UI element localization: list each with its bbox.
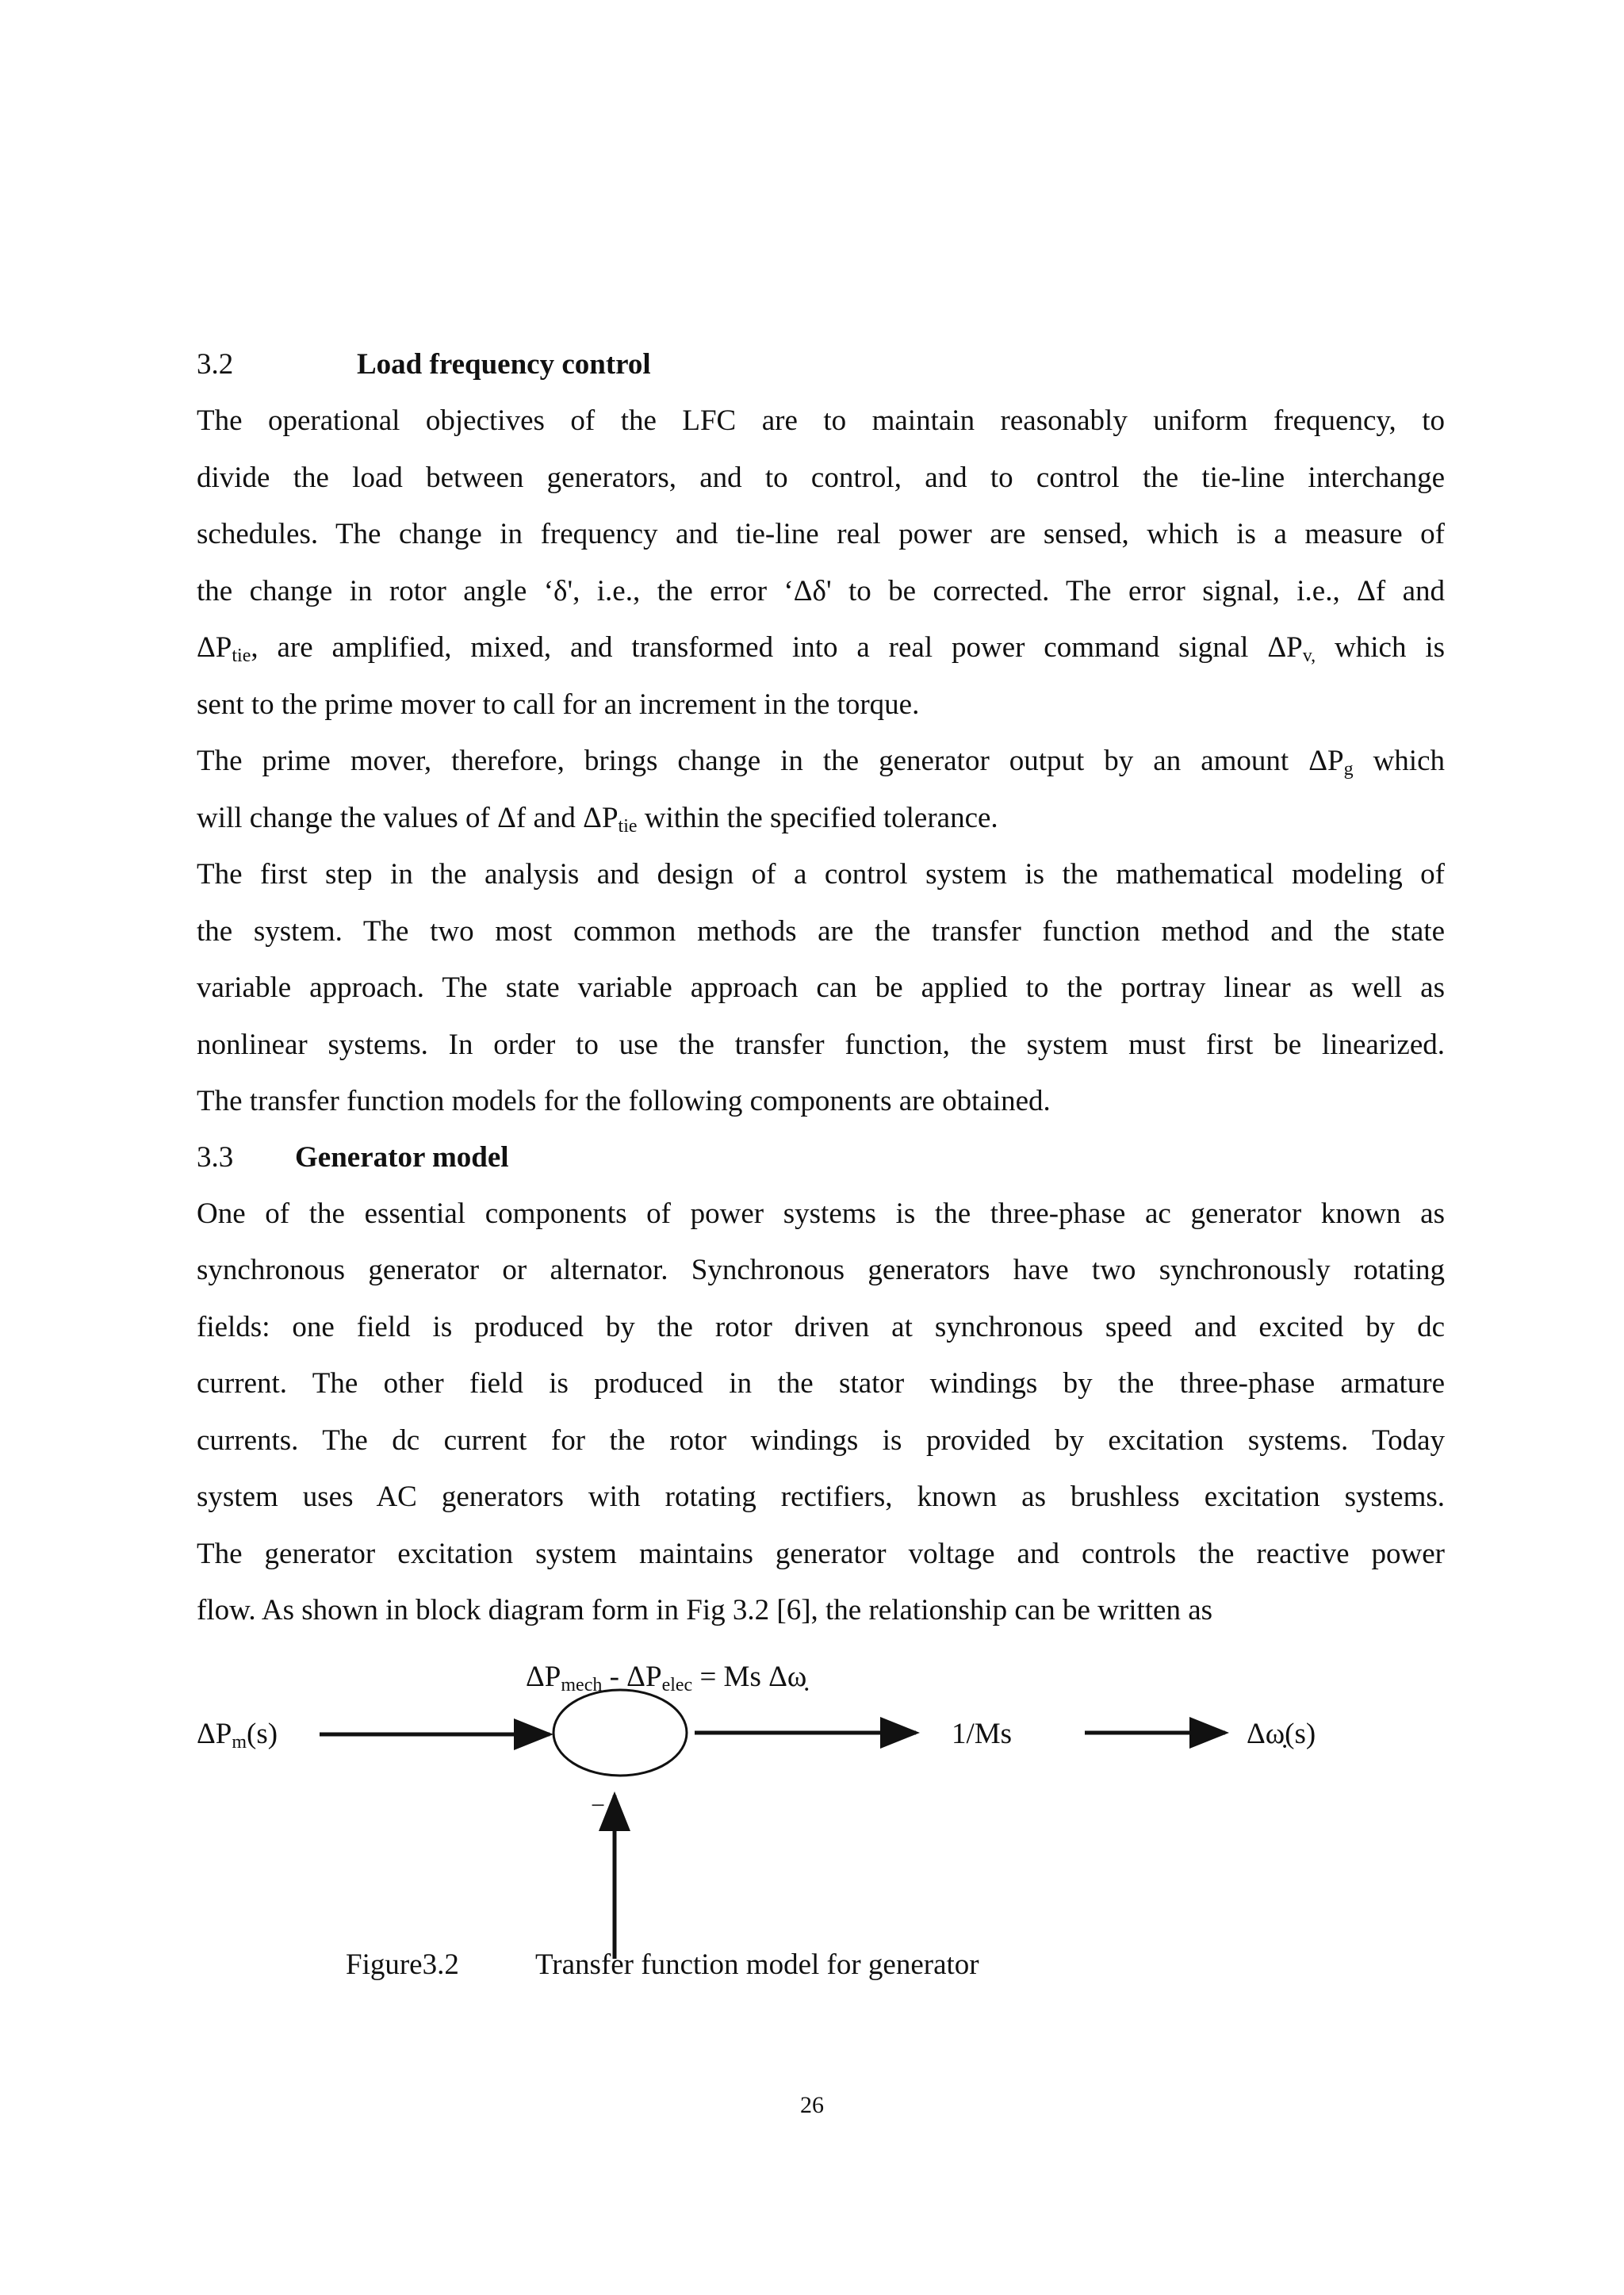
text-line: synchronous generator or alternator. Synchronous generators have two synchronously rotating bbox=[197, 1254, 1445, 1286]
figure-caption: Transfer function model for generator bbox=[535, 1948, 979, 1981]
text-line: the system. The two most common methods are the transfer function method and the state bbox=[197, 914, 1445, 948]
summing-junction bbox=[553, 1690, 687, 1776]
text-content bbox=[197, 337, 1445, 1639]
text-line: The first step in the analysis and design of a control system is the mathematical modeling of bbox=[197, 858, 1445, 891]
text-line: The prime mover, therefore, brings change in the generator output by an amount $\Delta P_g$ which bbox=[197, 745, 1445, 780]
section-number: 3.2 bbox=[197, 348, 234, 381]
minus-sign: − bbox=[591, 1791, 606, 1819]
section-title: Load frequency control bbox=[357, 348, 651, 381]
text-line: system uses AC generators with rotating rectifiers, known as brushless excitation systems. bbox=[197, 1481, 1445, 1513]
figure-number: Figure3.2 bbox=[346, 1948, 459, 1981]
output-label: Δω̣(s) bbox=[1247, 1718, 1316, 1750]
paragraph-lfc-objectives bbox=[197, 393, 1445, 733]
text-line: sent to the prime mover to call for an increment in the torque. bbox=[197, 688, 920, 721]
text-line: variable approach. The state variable approach can be applied to the portray linear as well as bbox=[197, 971, 1445, 1004]
section-heading-3-3 bbox=[197, 1130, 1445, 1186]
diagram-equation: $\Delta P_{mech} - \Delta P_{elec} = Ms$ Δω̣ bbox=[526, 1661, 807, 1695]
text-line: nonlinear systems. In order to use the transfer function, the system must first be linearized. bbox=[197, 1028, 1445, 1061]
text-line: flow. As shown in block diagram form in Fig 3.2 [6], the relationship can be written as bbox=[197, 1594, 1213, 1626]
section-heading-3-2 bbox=[197, 337, 1445, 393]
text-line: One of the essential components of power systems is the three-phase ac generator known as bbox=[197, 1197, 1445, 1230]
input-label: $\Delta P_m(s)$ bbox=[197, 1718, 278, 1753]
text-line: the change in rotor angle ‘δ', i.e., the error ‘Δδ' to be corrected. The error signal, i.e., Δf and bbox=[197, 574, 1445, 607]
section-title: Generator model bbox=[295, 1140, 509, 1174]
paragraph-generator bbox=[197, 1186, 1445, 1639]
text-line: $\Delta P_{tie}$, are amplified, mixed, and transformed into a real power command signal $\Delta P_{v,}$ which is bbox=[197, 631, 1445, 666]
text-line: will change the values of Δf and $\Delta P_{tie}$ within the specified tolerance. bbox=[197, 801, 998, 837]
text-line: The transfer function models for the following components are obtained. bbox=[197, 1085, 1051, 1117]
paragraph-prime-mover bbox=[197, 733, 1445, 846]
page-number: 26 bbox=[800, 2092, 824, 2118]
text-line: schedules. The change in frequency and tie-line real power are sensed, which is a measure of bbox=[197, 518, 1445, 550]
text-line: fields: one field is produced by the rotor driven at synchronous speed and excited by dc bbox=[197, 1310, 1445, 1343]
text-line: currents. The dc current for the rotor windings is provided by excitation systems. Today bbox=[197, 1423, 1445, 1457]
text-line: divide the load between generators, and to control, and to control the tie-line interchange bbox=[197, 461, 1445, 494]
text-line: The generator excitation system maintains generator voltage and controls the reactive power bbox=[197, 1537, 1445, 1570]
transfer-block-label: 1/Ms bbox=[952, 1718, 1013, 1750]
text-line: current. The other field is produced in the stator windings by the three-phase armature bbox=[197, 1367, 1445, 1400]
section-number: 3.3 bbox=[197, 1140, 234, 1174]
paragraph-modeling bbox=[197, 846, 1445, 1130]
text-line: The operational objectives of the LFC are to maintain reasonably uniform frequency, to bbox=[197, 404, 1445, 437]
